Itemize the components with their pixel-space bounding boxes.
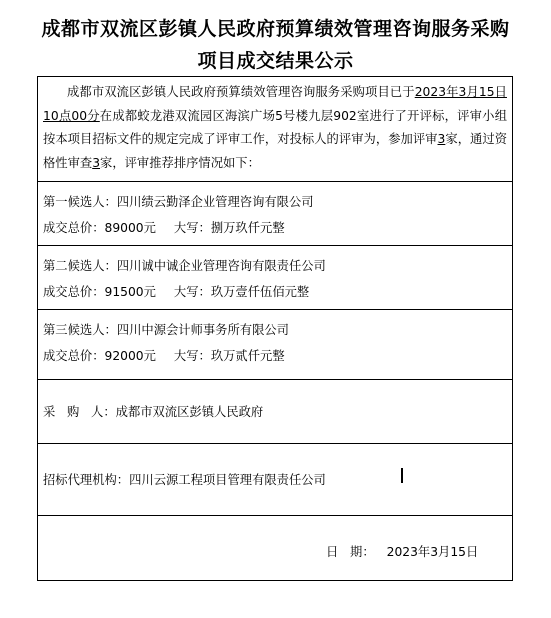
purchaser-label: 采 购 人：: [43, 405, 116, 419]
agent-line: [43, 470, 326, 488]
candidate-2-price: 91500元: [104, 285, 156, 299]
candidate-3-price: 92000元: [104, 349, 156, 363]
date-label: 日 期：: [326, 545, 375, 559]
candidate-1-upper: 捌万玖仟元整: [210, 221, 285, 235]
candidate-3-name-line: [43, 320, 289, 338]
page-title-line-1: 成都市双流区彭镇人民政府预算绩效管理咨询服务采购: [41, 18, 510, 40]
text-cursor: [401, 468, 403, 483]
candidate-2-label: 第二候选人：: [43, 259, 117, 273]
result-table: [37, 76, 513, 581]
purchaser-name: 成都市双流区彭镇人民政府: [115, 405, 264, 419]
candidate-row-2: [38, 245, 512, 309]
intro-text-3: 家，通过资格性审查: [43, 132, 507, 170]
agent-label: 招标代理机构：: [43, 473, 130, 487]
agent-name: 四川云源工程项目管理有限责任公司: [129, 473, 326, 487]
candidate-1-price-line: [43, 218, 285, 236]
candidate-3-price-label: 成交总价：: [43, 349, 105, 363]
intro-text-1: 成都市双流区彭镇人民政府预算绩效管理咨询服务采购项目已于: [67, 85, 415, 99]
candidate-1-label: 第一候选人：: [43, 195, 117, 209]
candidate-1-name-line: [43, 192, 314, 210]
candidate-3-name: 四川中源会计师事务所有限公司: [116, 323, 289, 337]
page-title-line-2: 项目成交结果公示: [197, 50, 354, 72]
candidate-2-price-line: [43, 282, 309, 300]
intro-paragraph: [43, 81, 507, 175]
candidate-row-3: [38, 309, 512, 379]
candidate-1-name: 四川绩云勤泽企业管理咨询有限公司: [116, 195, 314, 209]
intro-row: [38, 77, 512, 181]
candidate-1-price: 89000元: [104, 221, 156, 235]
candidate-2-upper-label: 大写：: [173, 285, 211, 299]
agent-row: [38, 443, 512, 515]
date-row: [38, 515, 512, 580]
candidate-1-upper-label: 大写：: [173, 221, 211, 235]
intro-text-2: 在成都蛟龙港双流园区海滨广场5号楼九层902室进行了开评标，评审小组按本项目招标文件的规定完成了评审工作，对投标人的评审为，参加评审: [43, 108, 508, 146]
purchaser-row: [38, 379, 512, 443]
candidate-3-label: 第三候选人：: [43, 323, 117, 337]
intro-text-4: 家，评审推荐排序情况如下：: [100, 155, 260, 170]
candidate-3-price-line: [43, 346, 285, 364]
participant-count: 3: [437, 132, 446, 146]
candidate-3-upper-label: 大写：: [173, 349, 211, 363]
date-value: 2023年3月15日: [386, 545, 479, 559]
candidate-2-price-label: 成交总价：: [43, 285, 105, 299]
candidate-3-upper: 玖万贰仟元整: [210, 349, 285, 363]
qualified-count: 3: [92, 155, 101, 170]
candidate-2-name-line: [43, 256, 326, 274]
candidate-2-upper: 玖万壹仟伍佰元整: [210, 285, 310, 299]
candidate-1-price-label: 成交总价：: [43, 221, 105, 235]
candidate-row-1: [38, 181, 512, 245]
purchaser-line: [43, 402, 263, 420]
candidate-2-name: 四川诚中诚企业管理咨询有限责任公司: [116, 259, 326, 273]
date-line: [326, 542, 478, 560]
opening-datetime: 2023年3月15日10点00分: [43, 85, 507, 123]
